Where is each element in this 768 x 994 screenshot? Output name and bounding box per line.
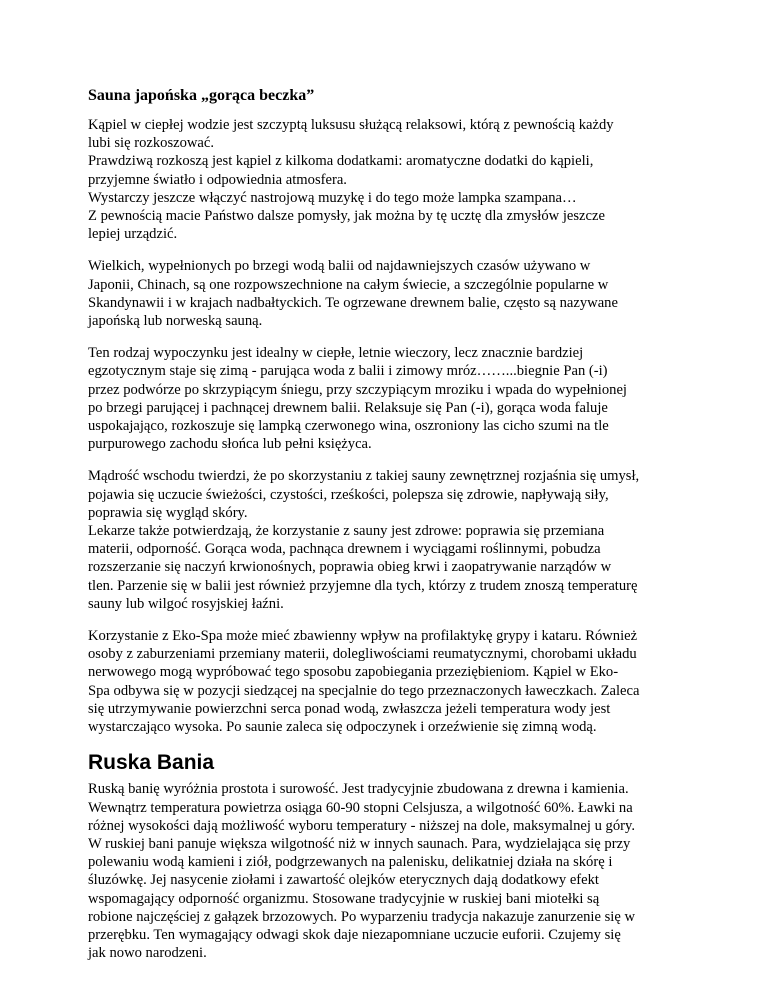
text-line: egzotycznym staje się zimą - parująca woda z balii i zimowy mróz……...biegnie Pan (-i)	[88, 363, 608, 380]
text-line: Prawdziwą rozkoszą jest kąpiel z kilkoma dodatkami: aromatyczne dodatki do kąpieli,	[88, 153, 594, 170]
text-line: polewaniu wodą kamieni i ziół, podgrzewanych na palenisku, delikatniej działa na skórę i	[88, 854, 613, 871]
text-line: nerwowego mogą wypróbować tego sposobu zapobiegania przeziębieniom. Kąpiel w Eko-	[88, 664, 619, 681]
text-line: Lekarze także potwierdzają, że korzystanie z sauny jest zdrowe: poprawia się przemiana	[88, 523, 605, 540]
text-line: wspomagający odporność organizmu. Stosowane tradycyjnie w ruskiej bani miotełki są	[88, 890, 600, 907]
text-line: Wystarczy jeszcze włączyć nastrojową muzykę i do tego może lampka szampana…	[88, 189, 577, 206]
text-line: przez podwórze po skrzypiącym śniegu, przy szczypiącym mroziku i wpada do wypełnionej	[88, 381, 627, 398]
paragraph	[88, 627, 688, 736]
text-line: pojawia się uczucie świeżości, czystości, rześkości, polepsza się zdrowie, napływają siły,	[88, 486, 609, 503]
text-line: poprawia się wygląd skóry.	[88, 504, 248, 521]
paragraph	[88, 344, 688, 453]
text-line: Wielkich, wypełnionych po brzegi wodą balii od najdawniejszych czasów używano w	[88, 258, 591, 275]
text-line: różnej wysokości dają możliwość wyboru temperatury - niższej na dole, maksymalnej u góry.	[88, 817, 635, 834]
text-line: materii, odporność. Gorąca woda, pachnąca drewnem i wyciągami roślinnymi, pobudza	[88, 541, 601, 558]
text-line: osoby z zaburzeniami przemiany materii, dolegliwościami reumatycznymi, chorobami układu	[88, 646, 637, 663]
text-line: Korzystanie z Eko-Spa może mieć zbawienny wpływ na profilaktykę grypy i kataru. Również	[88, 628, 638, 645]
text-line: W ruskiej bani panuje większa wilgotność niż w innych saunach. Para, wydzielająca się przy	[88, 835, 631, 852]
text-line: Skandynawii i w krajach nadbałtyckich. Te ogrzewane drewnem balie, często są nazywane	[88, 294, 618, 311]
text-line: Wewnątrz temperatura powietrza osiąga 60-90 stopni Celsjusza, a wilgotność 60%. Ławki na	[88, 799, 633, 816]
text-line: przerębku. Ten wymagający odwagi skok daje niezapomniane uczucie euforii. Czujemy się	[88, 926, 621, 943]
text-line: purpurowego zachodu słońca lub pełni księżyca.	[88, 436, 372, 453]
paragraph	[88, 116, 688, 243]
text-line: śluzówkę. Jej nasycenie ziołami i zawartość olejków eterycznych dają dodatkowy efekt	[88, 872, 599, 889]
text-line: rozszerzanie się naczyń krwionośnych, poprawia obieg krwi i zaopatrywanie narządów w	[88, 559, 612, 576]
text-line: lepiej urządzić.	[88, 226, 178, 243]
paragraph-ruska-bania	[88, 780, 688, 962]
text-line: Ten rodzaj wypoczynku jest idealny w ciepłe, letnie wieczory, lecz znacznie bardziej	[88, 345, 584, 362]
text-line: sauny lub wilgoć rosyjskiej łaźni.	[88, 595, 284, 612]
text-line: po brzegi parującej i pachnącej drewnem balii. Relaksuje się Pan (-i), gorąca woda faluje	[88, 399, 608, 416]
text-line: lubi się rozkoszować.	[88, 135, 215, 152]
text-line: Spa odbywa się w pozycji siedzącej na specjalnie do tego przeznaczonych ławeczkach. Zaleca	[88, 682, 640, 699]
text-line: uspokajająco, rozkoszuje się lampką czerwonego wina, oszroniony las cicho szumi na tle	[88, 418, 609, 435]
section-heading-ruska-bania: Ruska Bania	[88, 751, 215, 775]
text-line: japońską lub norweską sauną.	[88, 313, 263, 330]
text-line: Japonii, Chinach, są one rozpowszechnione na całym świecie, a szczególnie popularne w	[88, 276, 609, 293]
text-line: wystarczająco wysoka. Po saunie zaleca się odpoczynek i orzeźwienie się zimną wodą.	[88, 719, 597, 736]
text-line: tlen. Parzenie się w balii jest również przyjemne dla tych, którzy z trudem znoszą temperaturę	[88, 577, 638, 594]
text-line: Ruską banię wyróżnia prostota i surowość. Jest tradycyjnie zbudowana z drewna i kamienia.	[88, 781, 629, 798]
text-line: Z pewnością macie Państwo dalsze pomysły, jak można by tę ucztę dla zmysłów jeszcze	[88, 208, 605, 225]
document-page	[88, 86, 688, 976]
paragraph	[88, 467, 688, 613]
text-line: Mądrość wschodu twierdzi, że po skorzystaniu z takiej sauny zewnętrznej rozjaśnia się umysł,	[88, 468, 640, 485]
text-line: robione najczęściej z gałązek brzozowych. Po wyparzeniu tradycja nakazuje zanurzenie się w	[88, 908, 635, 925]
document-title: Sauna japońska „gorąca beczka”	[88, 87, 315, 104]
text-line: się utrzymywanie powierzchni serca ponad wodą, zwłaszcza jeżeli temperatura wody jest	[88, 700, 611, 717]
text-line: Kąpiel w ciepłej wodzie jest szczyptą luksusu służącą relaksowi, którą z pewnością każdy	[88, 117, 614, 133]
text-line: jak nowo narodzeni.	[88, 945, 207, 962]
section-japanese-sauna	[88, 116, 688, 736]
paragraph	[88, 257, 688, 330]
text-line: przyjemne światło i odpowiednia atmosfera.	[88, 171, 347, 188]
